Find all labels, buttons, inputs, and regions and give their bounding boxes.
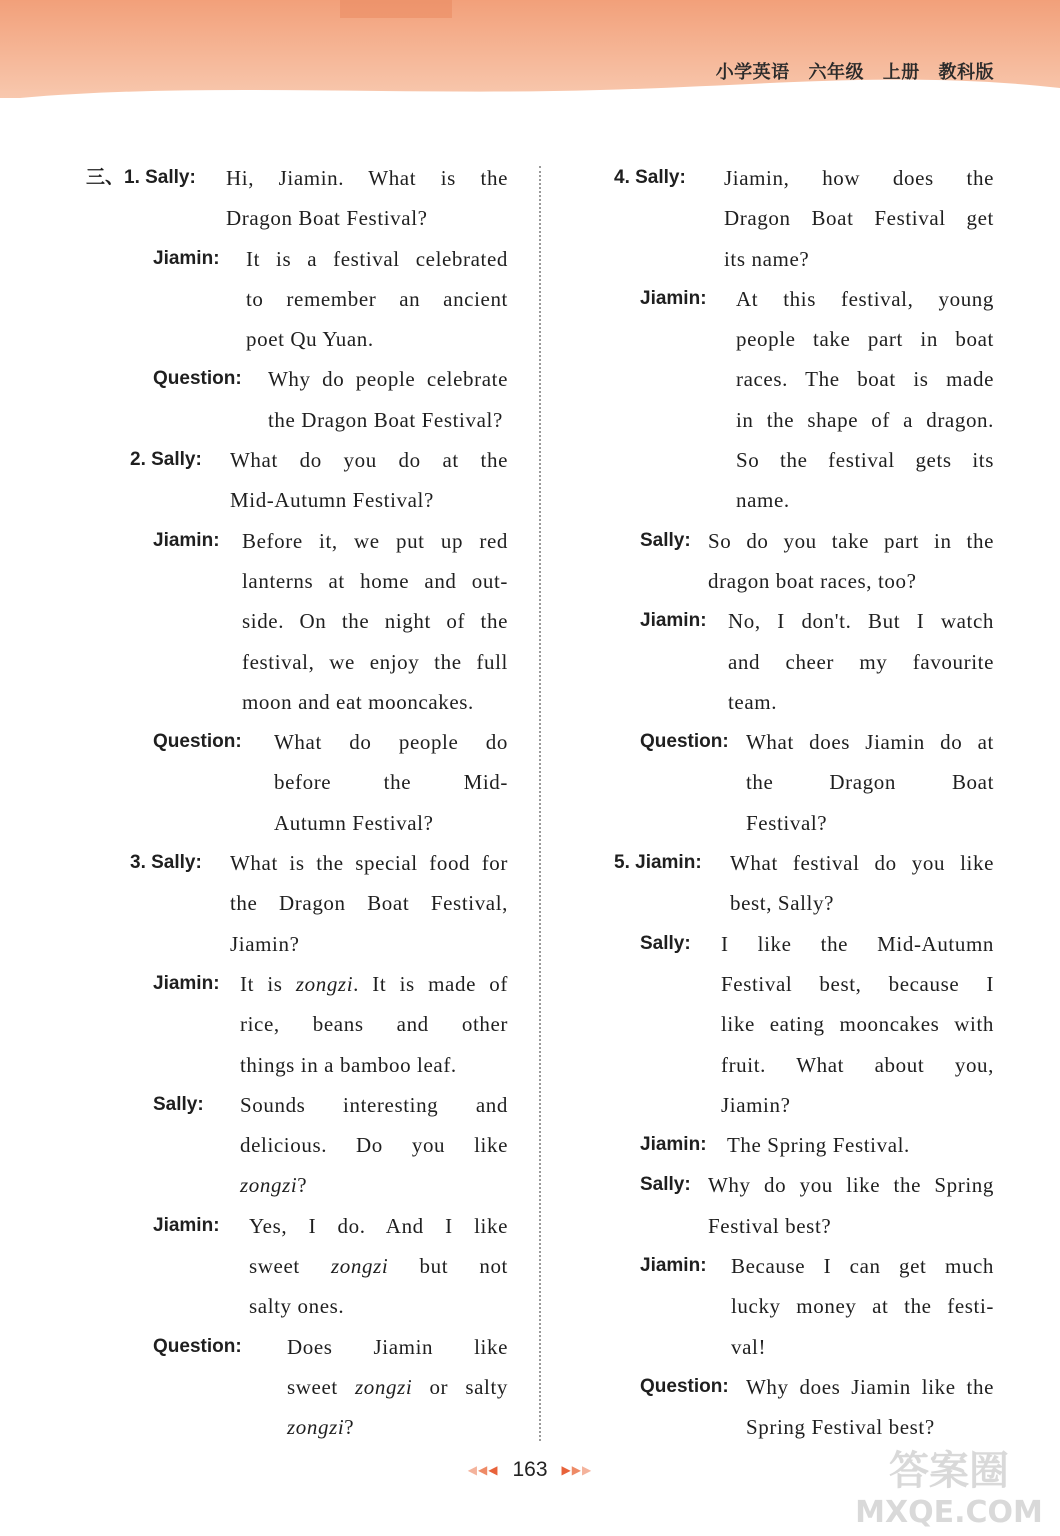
dialogue-line [86, 1045, 508, 1085]
speaker-label: Question: [640, 731, 729, 753]
dialogue-text: dragon boat races, too? [708, 568, 917, 593]
dialogue-line [614, 1085, 994, 1125]
dialogue-line [86, 561, 508, 601]
dialogue-text: races. The boat is made [736, 367, 994, 392]
dialogue-line [86, 642, 508, 682]
dialogue-text: lucky money at the festi- [731, 1294, 994, 1319]
speaker-label: 5. Jiamin: [614, 852, 702, 874]
dialogue-text: Jiamin? [721, 1092, 791, 1117]
dialogue-text: No, I don't. But I watch [728, 609, 994, 634]
dialogue-text: Spring Festival best? [746, 1415, 935, 1440]
dialogue-text: Sounds interesting and [240, 1092, 508, 1117]
dialogue-text: I like the Mid-Autumn [721, 931, 994, 956]
dialogue-text: Jiamin? [230, 931, 300, 956]
dialogue-line [86, 1407, 508, 1447]
watermark-logo [854, 1440, 1044, 1530]
dialogue-line [86, 883, 508, 923]
dialogue-text: sweet zongzi or salty [287, 1374, 508, 1399]
speaker-label: Jiamin: [640, 1134, 707, 1156]
dialogue-line [86, 1004, 508, 1044]
dialogue-line [614, 1367, 994, 1407]
dialogue-line [614, 1045, 994, 1085]
dialogue-text: side. On the night of the [242, 609, 508, 634]
dialogue-text: name. [736, 488, 790, 513]
dialogue-line [86, 682, 508, 722]
speaker-label: Question: [153, 368, 242, 390]
dialogue-text: and cheer my favourite [728, 649, 994, 674]
dialogue-text: lanterns at home and out- [242, 568, 508, 593]
dialogue-line [86, 803, 508, 843]
dialogue-text: Autumn Festival? [274, 810, 434, 835]
dialogue-text: things in a bamboo leaf. [240, 1052, 457, 1077]
dialogue-line [614, 158, 994, 198]
dialogue-text: Mid-Autumn Festival? [230, 488, 434, 513]
dialogue-text: What do you do at the [230, 448, 508, 473]
dialogue-line [86, 762, 508, 802]
dialogue-line [86, 400, 508, 440]
speaker-label: 三、1. Sally: [86, 167, 196, 188]
dialogue-line [614, 1125, 994, 1165]
dialogue-text: festival, we enjoy the full [242, 649, 508, 674]
dialogue-line [614, 198, 994, 238]
dialogue-line [86, 279, 508, 319]
dialogue-line [614, 1206, 994, 1246]
dialogue-text: So the festival gets its [736, 448, 994, 473]
speaker-label: Sally: [640, 932, 691, 954]
dialogue-text: Before it, we put up red [242, 528, 508, 553]
speaker-label: Sally: [640, 1174, 691, 1196]
dialogue-line [614, 762, 994, 802]
speaker-label: Jiamin: [640, 287, 707, 309]
dialogue-text: It is a festival celebrated [246, 246, 508, 271]
watermark-line2: MXQE.COM [855, 1495, 1043, 1530]
dialogue-line [614, 843, 994, 883]
dialogue-line [86, 1165, 508, 1205]
dialogue-text: before the Mid- [274, 770, 508, 795]
dialogue-line [614, 1004, 994, 1044]
dialogue-line [86, 1367, 508, 1407]
dialogue-line [614, 682, 994, 722]
dialogue-text: The Spring Festival. [727, 1133, 910, 1158]
dialogue-text: Festival best? [708, 1213, 832, 1238]
dialogue-line [86, 722, 508, 762]
dialogue-text: salty ones. [249, 1294, 345, 1319]
dialogue-text: Does Jiamin like [287, 1334, 508, 1359]
dialogue-text: What is the special food for [230, 851, 508, 876]
speaker-label: 4. Sally: [614, 167, 686, 188]
dialogue-text: zongzi? [287, 1415, 355, 1440]
dialogue-text: the Dragon Boat Festival, [230, 891, 508, 916]
dialogue-text: delicious. Do you like [240, 1133, 508, 1158]
speaker-label: Question: [153, 1335, 242, 1357]
dialogue-text: the Dragon Boat [746, 770, 994, 795]
dialogue-line [614, 1246, 994, 1286]
dialogue-line [614, 964, 994, 1004]
dialogue-text: rice, beans and other [240, 1012, 508, 1037]
dialogue-text: poet Qu Yuan. [246, 327, 374, 352]
dialogue-line [614, 1286, 994, 1326]
dialogue-text: Hi, Jiamin. What is the [226, 166, 508, 190]
dialogue-text: What does Jiamin do at [746, 730, 994, 755]
speaker-label: Jiamin: [153, 1214, 220, 1236]
dialogue-line [614, 440, 994, 480]
speaker-label: Jiamin: [153, 972, 220, 994]
dialogue-text: its name? [724, 246, 810, 271]
dialogue-text: What festival do you like [730, 851, 994, 876]
dialogue-line [614, 359, 994, 399]
dialogue-text: people take part in boat [736, 327, 994, 352]
dialogue-line [86, 239, 508, 279]
dialogue-line [614, 722, 994, 762]
dialogue-text: val! [731, 1334, 767, 1359]
dialogue-text: Yes, I do. And I like [249, 1213, 508, 1238]
dialogue-line [614, 239, 994, 279]
dialogue-text: Why do people celebrate [268, 367, 508, 392]
speaker-label: Jiamin: [153, 247, 220, 269]
dialogue-line [614, 642, 994, 682]
dialogue-line [86, 440, 508, 480]
dialogue-line [86, 1085, 508, 1125]
dialogue-text: moon and eat mooncakes. [242, 689, 474, 714]
speaker-label: Jiamin: [640, 610, 707, 632]
dialogue-text: team. [728, 689, 778, 714]
dialogue-text: fruit. What about you, [721, 1052, 994, 1077]
answer-column-left [86, 158, 508, 1448]
book-label: 小学英语 六年级 上册 教科版 [715, 62, 994, 83]
dialogue-line [86, 359, 508, 399]
speaker-label: Question: [640, 1375, 729, 1397]
answer-column-right [614, 158, 994, 1448]
dialogue-line [614, 883, 994, 923]
dialogue-text: Because I can get much [731, 1254, 994, 1279]
header-band [0, 0, 1060, 120]
dialogue-line [86, 1327, 508, 1367]
dialogue-text: At this festival, young [736, 286, 994, 311]
dialogue-text: in the shape of a dragon. [736, 407, 994, 432]
dialogue-line [86, 158, 508, 198]
page-number: 163 [512, 1458, 548, 1481]
dialogue-line [86, 964, 508, 1004]
dialogue-text: It is zongzi. It is made of [240, 971, 508, 996]
dialogue-text: What do people do [274, 730, 508, 755]
dialogue-line [614, 400, 994, 440]
watermark-line1: 答案圈 [889, 1448, 1009, 1494]
dialogue-text: Jiamin, how does the [724, 166, 994, 190]
dialogue-line [614, 601, 994, 641]
dialogue-text: best, Sally? [730, 891, 835, 916]
dialogue-text: zongzi? [240, 1173, 308, 1198]
speaker-label: Jiamin: [153, 529, 220, 551]
next-arrows-icon: ▶▶▶ [561, 1463, 593, 1477]
dialogue-line [86, 1246, 508, 1286]
dialogue-line [86, 924, 508, 964]
speaker-label: 3. Sally: [130, 852, 202, 874]
dialogue-text: Dragon Boat Festival? [226, 206, 428, 231]
dialogue-text: Dragon Boat Festival get [724, 206, 994, 231]
dialogue-line [86, 480, 508, 520]
column-divider [539, 166, 541, 1441]
dialogue-line [86, 1206, 508, 1246]
dialogue-line [614, 279, 994, 319]
dialogue-text: Festival best, because I [721, 971, 994, 996]
dialogue-line [614, 319, 994, 359]
dialogue-text: Why does Jiamin like the [746, 1374, 994, 1399]
dialogue-line [86, 843, 508, 883]
dialogue-line [614, 521, 994, 561]
dialogue-line [614, 480, 994, 520]
speaker-label: Sally: [153, 1093, 204, 1115]
dialogue-line [86, 521, 508, 561]
dialogue-line [614, 1327, 994, 1367]
prev-arrows-icon: ◀◀◀ [467, 1463, 499, 1477]
dialogue-line [86, 319, 508, 359]
dialogue-line [86, 1125, 508, 1165]
dialogue-line [86, 601, 508, 641]
dialogue-line [86, 198, 508, 238]
dialogue-text: like eating mooncakes with [721, 1012, 994, 1037]
dialogue-text: the Dragon Boat Festival? [268, 407, 503, 432]
speaker-label: Jiamin: [640, 1255, 707, 1277]
dialogue-line [614, 1165, 994, 1205]
dialogue-line [614, 561, 994, 601]
speaker-label: Sally: [640, 529, 691, 551]
dialogue-line [86, 1286, 508, 1326]
dialogue-text: Festival? [746, 810, 828, 835]
speaker-label: Question: [153, 731, 242, 753]
dialogue-line [614, 924, 994, 964]
dialogue-text: sweet zongzi but not [249, 1254, 508, 1279]
dialogue-text: to remember an ancient [246, 286, 508, 311]
dialogue-text: Why do you like the Spring [708, 1173, 994, 1198]
speaker-label: 2. Sally: [130, 449, 202, 471]
dialogue-text: So do you take part in the [708, 528, 994, 553]
dialogue-line [614, 803, 994, 843]
